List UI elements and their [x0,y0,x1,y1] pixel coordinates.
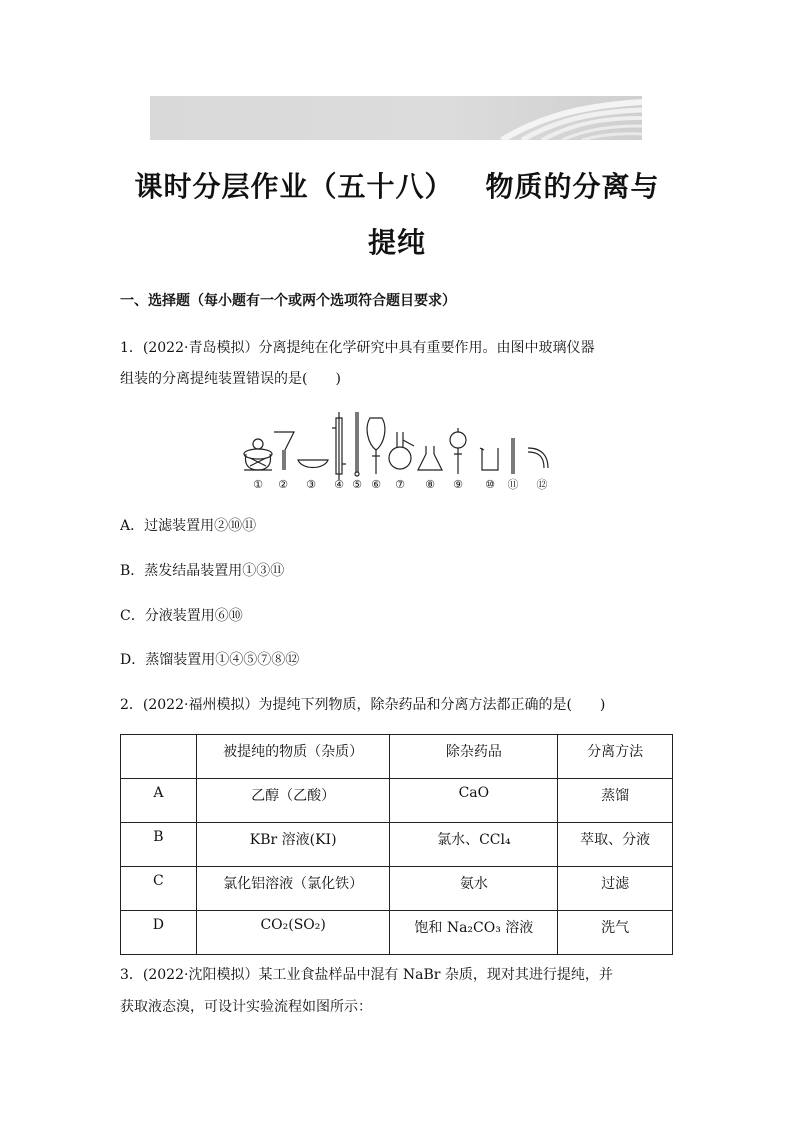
option-b: B．蒸发结晶装置用①③⑪ [120,563,285,579]
table-cell: 洗气 [558,911,673,955]
dropping-funnel-icon [450,428,466,474]
label-9: ⑨ [453,478,463,491]
separatory-funnel-icon [367,418,385,474]
label-10: ⑩ [485,478,495,491]
question-1-line2: 组装的分离提纯装置错误的是( ) [120,371,341,387]
label-11: ⑪ [507,478,519,491]
conical-flask-icon [418,446,442,470]
table-row [121,779,673,823]
table-cell: 氯化铝溶液（氯化铁） [196,867,390,911]
question-3-line1: 3．(2022·沈阳模拟）某工业食盐样品中混有 NaBr 杂质，现对其进行提纯，并 [120,967,613,983]
table-header-cell: 分离方法 [558,735,673,779]
thermometer-icon [355,412,359,476]
title-part-a: 课时分层作业（五十八） [134,170,454,203]
funnel-icon [274,432,294,470]
label-12: ⑫ [536,478,548,491]
table-cell: 萃取、分液 [558,823,673,867]
table-cell: KBr 溶液(KI) [196,823,390,867]
evaporating-dish-icon [298,460,328,468]
label-7: ⑦ [395,478,405,491]
page-title-line1 [0,165,794,205]
table-cell: 过滤 [558,867,673,911]
alcohol-lamp-icon [244,439,272,470]
table-header-row [121,735,673,779]
beaker-icon [480,448,498,470]
option-d: D．蒸馏装置用①④⑤⑦⑧⑫ [120,652,300,668]
question-1-line1: 1．(2022·青岛模拟）分离提纯在化学研究中具有重要作用。由图中玻璃仪器 [120,340,595,356]
table-row [121,867,673,911]
option-c: C．分液装置用⑥⑩ [120,608,243,624]
table-cell: 饱和 Na₂CO₃ 溶液 [390,911,558,955]
table-cell: A [121,779,197,823]
title-part-b: 物质的分离与 [485,170,660,203]
table-cell: CaO [390,779,558,823]
table-cell: 氯水、CCl₄ [390,823,558,867]
table-cell: B [121,823,197,867]
label-4: ④ [334,478,344,491]
table-header-cell: 被提纯的物质（杂质） [196,735,390,779]
table-cell: 蒸馏 [558,779,673,823]
label-6: ⑥ [371,478,381,491]
label-5: ⑤ [352,478,362,491]
banner-decoration-icon [462,96,642,140]
question-2-stem: 2．(2022·福州模拟）为提纯下列物质，除杂药品和分离方法都正确的是( ) [120,697,606,713]
table-cell: 氨水 [390,867,558,911]
table-row [121,823,673,867]
table-cell: 乙醇（乙酸） [196,779,390,823]
table-cell: CO₂(SO₂) [196,911,390,955]
label-8: ⑧ [425,478,435,491]
condenser-icon [332,412,346,480]
page-title-line2: 提纯 [367,226,426,259]
table-header-cell [121,735,197,779]
label-3: ③ [306,478,316,491]
adapter-icon [528,448,548,468]
section-heading: 一、选择题（每小题有一个或两个选项符合题目要求） [120,293,456,309]
table-cell: D [121,911,197,955]
label-2: ② [278,478,288,491]
purification-table [120,734,673,955]
table-header-cell: 除杂药品 [390,735,558,779]
glass-rod-icon [512,438,514,474]
distillation-flask-icon [389,432,414,469]
option-a: A．过滤装置用②⑩⑪ [120,518,257,534]
question-3-line2: 获取液态溴，可设计实验流程如图所示： [120,999,372,1015]
table-row [121,911,673,955]
table-cell: C [121,867,197,911]
header-banner [150,96,642,140]
glassware-figure [236,408,566,492]
label-1: ① [253,478,263,491]
